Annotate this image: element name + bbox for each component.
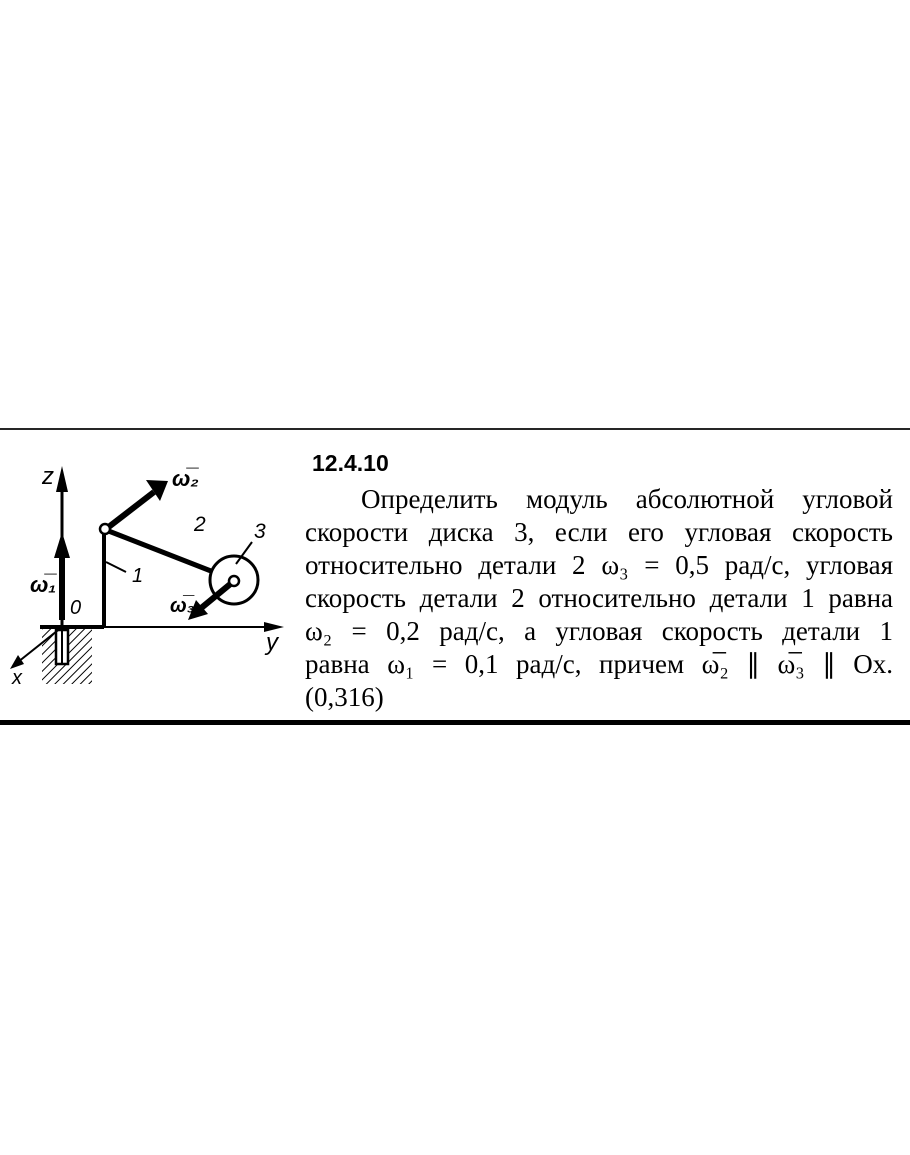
problem-statement <box>305 483 893 714</box>
y-axis-label: y <box>266 629 278 656</box>
part2-label: 2 <box>194 513 206 536</box>
part3-label: 3 <box>254 520 266 543</box>
mechanism-diagram <box>0 440 300 700</box>
statement-line: ω₂ = 0,2 рад/с, а угловая скорость детали 1 <box>305 616 893 646</box>
origin-label: 0 <box>70 597 82 619</box>
omega1-arrow <box>54 532 70 558</box>
part1-leader <box>106 562 126 572</box>
hinge-top <box>100 524 110 534</box>
omega1-label: ω̅₁ <box>30 572 57 597</box>
problem-number: 12.4.10 <box>312 450 389 476</box>
z-axis-arrow <box>56 466 68 492</box>
part1-label: 1 <box>132 565 144 587</box>
bottom-rule <box>0 720 910 725</box>
top-rule <box>0 428 910 430</box>
answer: (0,316) <box>305 682 384 712</box>
omega3-label: ω̅₃ <box>170 595 195 617</box>
statement-line: скорости диска 3, если его угловая скорость <box>305 517 893 547</box>
statement-line: равна ω₁ = 0,1 рад/с, причем ω̅₂ ∥ ω̅₃ ∥ Ox. <box>305 649 893 679</box>
z-axis-label: z <box>42 463 54 490</box>
statement-line: относительно детали 2 ω₃ = 0,5 рад/с, угловая <box>305 550 893 580</box>
omega2-vector <box>106 492 154 529</box>
omega2-label: ω̅₂ <box>172 466 199 491</box>
statement-line: Определить модуль абсолютной угловой <box>361 484 893 514</box>
disk3-center <box>229 576 239 586</box>
statement-line: скорость детали 2 относительно детали 1 равна <box>305 583 893 613</box>
x-axis-label: x <box>12 667 22 689</box>
